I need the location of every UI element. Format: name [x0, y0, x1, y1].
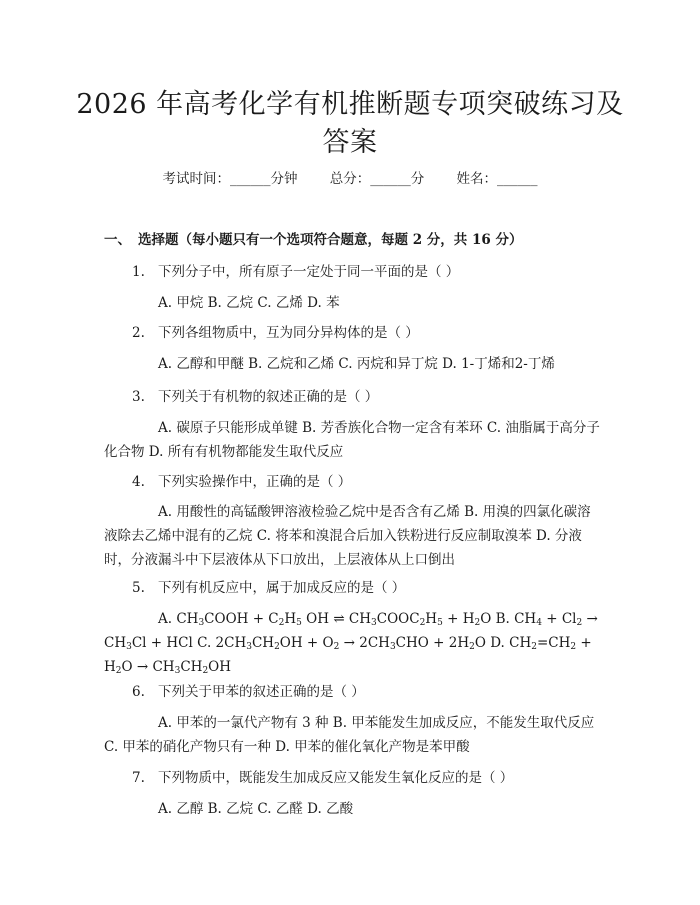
question-text: 下列关于有机物的叙述正确的是（ ） — [158, 389, 379, 405]
student-name-field: 姓名：______ — [456, 171, 538, 187]
title-line-2: 答案 — [322, 127, 378, 158]
question-text: 下列各组物质中，互为同分异构体的是（ ） — [158, 325, 419, 341]
question-text: 下列有机反应中，属于加成反应的是（ ） — [158, 580, 406, 596]
question-options: A. 碳原子只能形成单键 B. 芳香族化合物一定含有苯环 C. 油脂属于高分子化合物 D. 所有有机物都能发生取代反应 — [104, 420, 600, 460]
question-options: A. 用酸性的高锰酸钾溶液检验乙烷中是否含有乙烯 B. 用溴的四氯化碳溶液除去乙烯中混有的乙烷 C. 将苯和溴混合后加入铁粉进行反应制取溴苯 D. 分液时，分液漏斗中下层液体从下口放出，上层液体从上口倒出 — [104, 504, 591, 568]
question-number: 5. — [132, 580, 145, 596]
exam-info — [0, 170, 700, 188]
question-options: A. 甲烷 B. 乙烷 C. 乙烯 D. 苯 — [158, 295, 340, 311]
question-number: 7. — [132, 770, 145, 786]
question-options: A. 乙醇 B. 乙烷 C. 乙醛 D. 乙酸 — [158, 801, 354, 817]
question-text: 下列关于甲苯的叙述正确的是（ ） — [158, 684, 365, 700]
question-number: 3. — [132, 389, 145, 405]
question-stem — [132, 769, 513, 787]
question-stem — [132, 263, 459, 281]
question-text: 下列实验操作中，正确的是（ ） — [158, 474, 352, 490]
question-stem — [132, 683, 365, 701]
exam-time-field: 考试时间：______分钟 — [162, 171, 298, 187]
question-stem — [132, 473, 351, 491]
question-number: 6. — [132, 684, 145, 700]
question-number: 4. — [132, 474, 145, 490]
document-title — [60, 86, 640, 162]
question-stem — [132, 324, 419, 342]
question-text: 下列分子中，所有原子一定处于同一平面的是（ ） — [158, 264, 460, 280]
total-score-field: 总分：______分 — [329, 171, 425, 187]
question-number: 2. — [132, 325, 145, 341]
question-number: 1. — [132, 264, 145, 280]
section-heading — [104, 231, 522, 249]
question-options-reactions: A. $CH_3COOH + C_2H_5$ OH ⇌ $CH_3COOC_2H_5 + H_2O$ B. $CH_4 + Cl_2 \to CH_3Cl$ + HCl C. $2CH_3CH_2OH + O_2 \to 2CH_3CHO + 2H_2O$ D. $CH_2=CH_2 + H_2O \to CH_3CH_2OH$ — [104, 611, 598, 676]
section-number: 一、 — [104, 232, 131, 248]
question-options: A. 乙醇和甲醚 B. 乙烷和乙烯 C. 丙烷和异丁烷 D. 1-丁烯和2-丁烯 — [158, 356, 555, 372]
title-line-1: 2026 年高考化学有机推断题专项突破练习及 — [76, 89, 624, 120]
section-title: 选择题（每小题只有一个选项符合题意，每题 2 分，共 16 分） — [138, 232, 523, 248]
question-text: 下列物质中，既能发生加成反应又能发生氧化反应的是（ ） — [158, 770, 514, 786]
question-stem — [132, 388, 378, 406]
question-options: A. 甲苯的一氯代产物有 3 种 B. 甲苯能发生加成反应，不能发生取代反应 C. 甲苯的硝化产物只有一种 D. 甲苯的催化氧化产物是苯甲酸 — [104, 715, 595, 755]
question-stem — [132, 579, 405, 597]
